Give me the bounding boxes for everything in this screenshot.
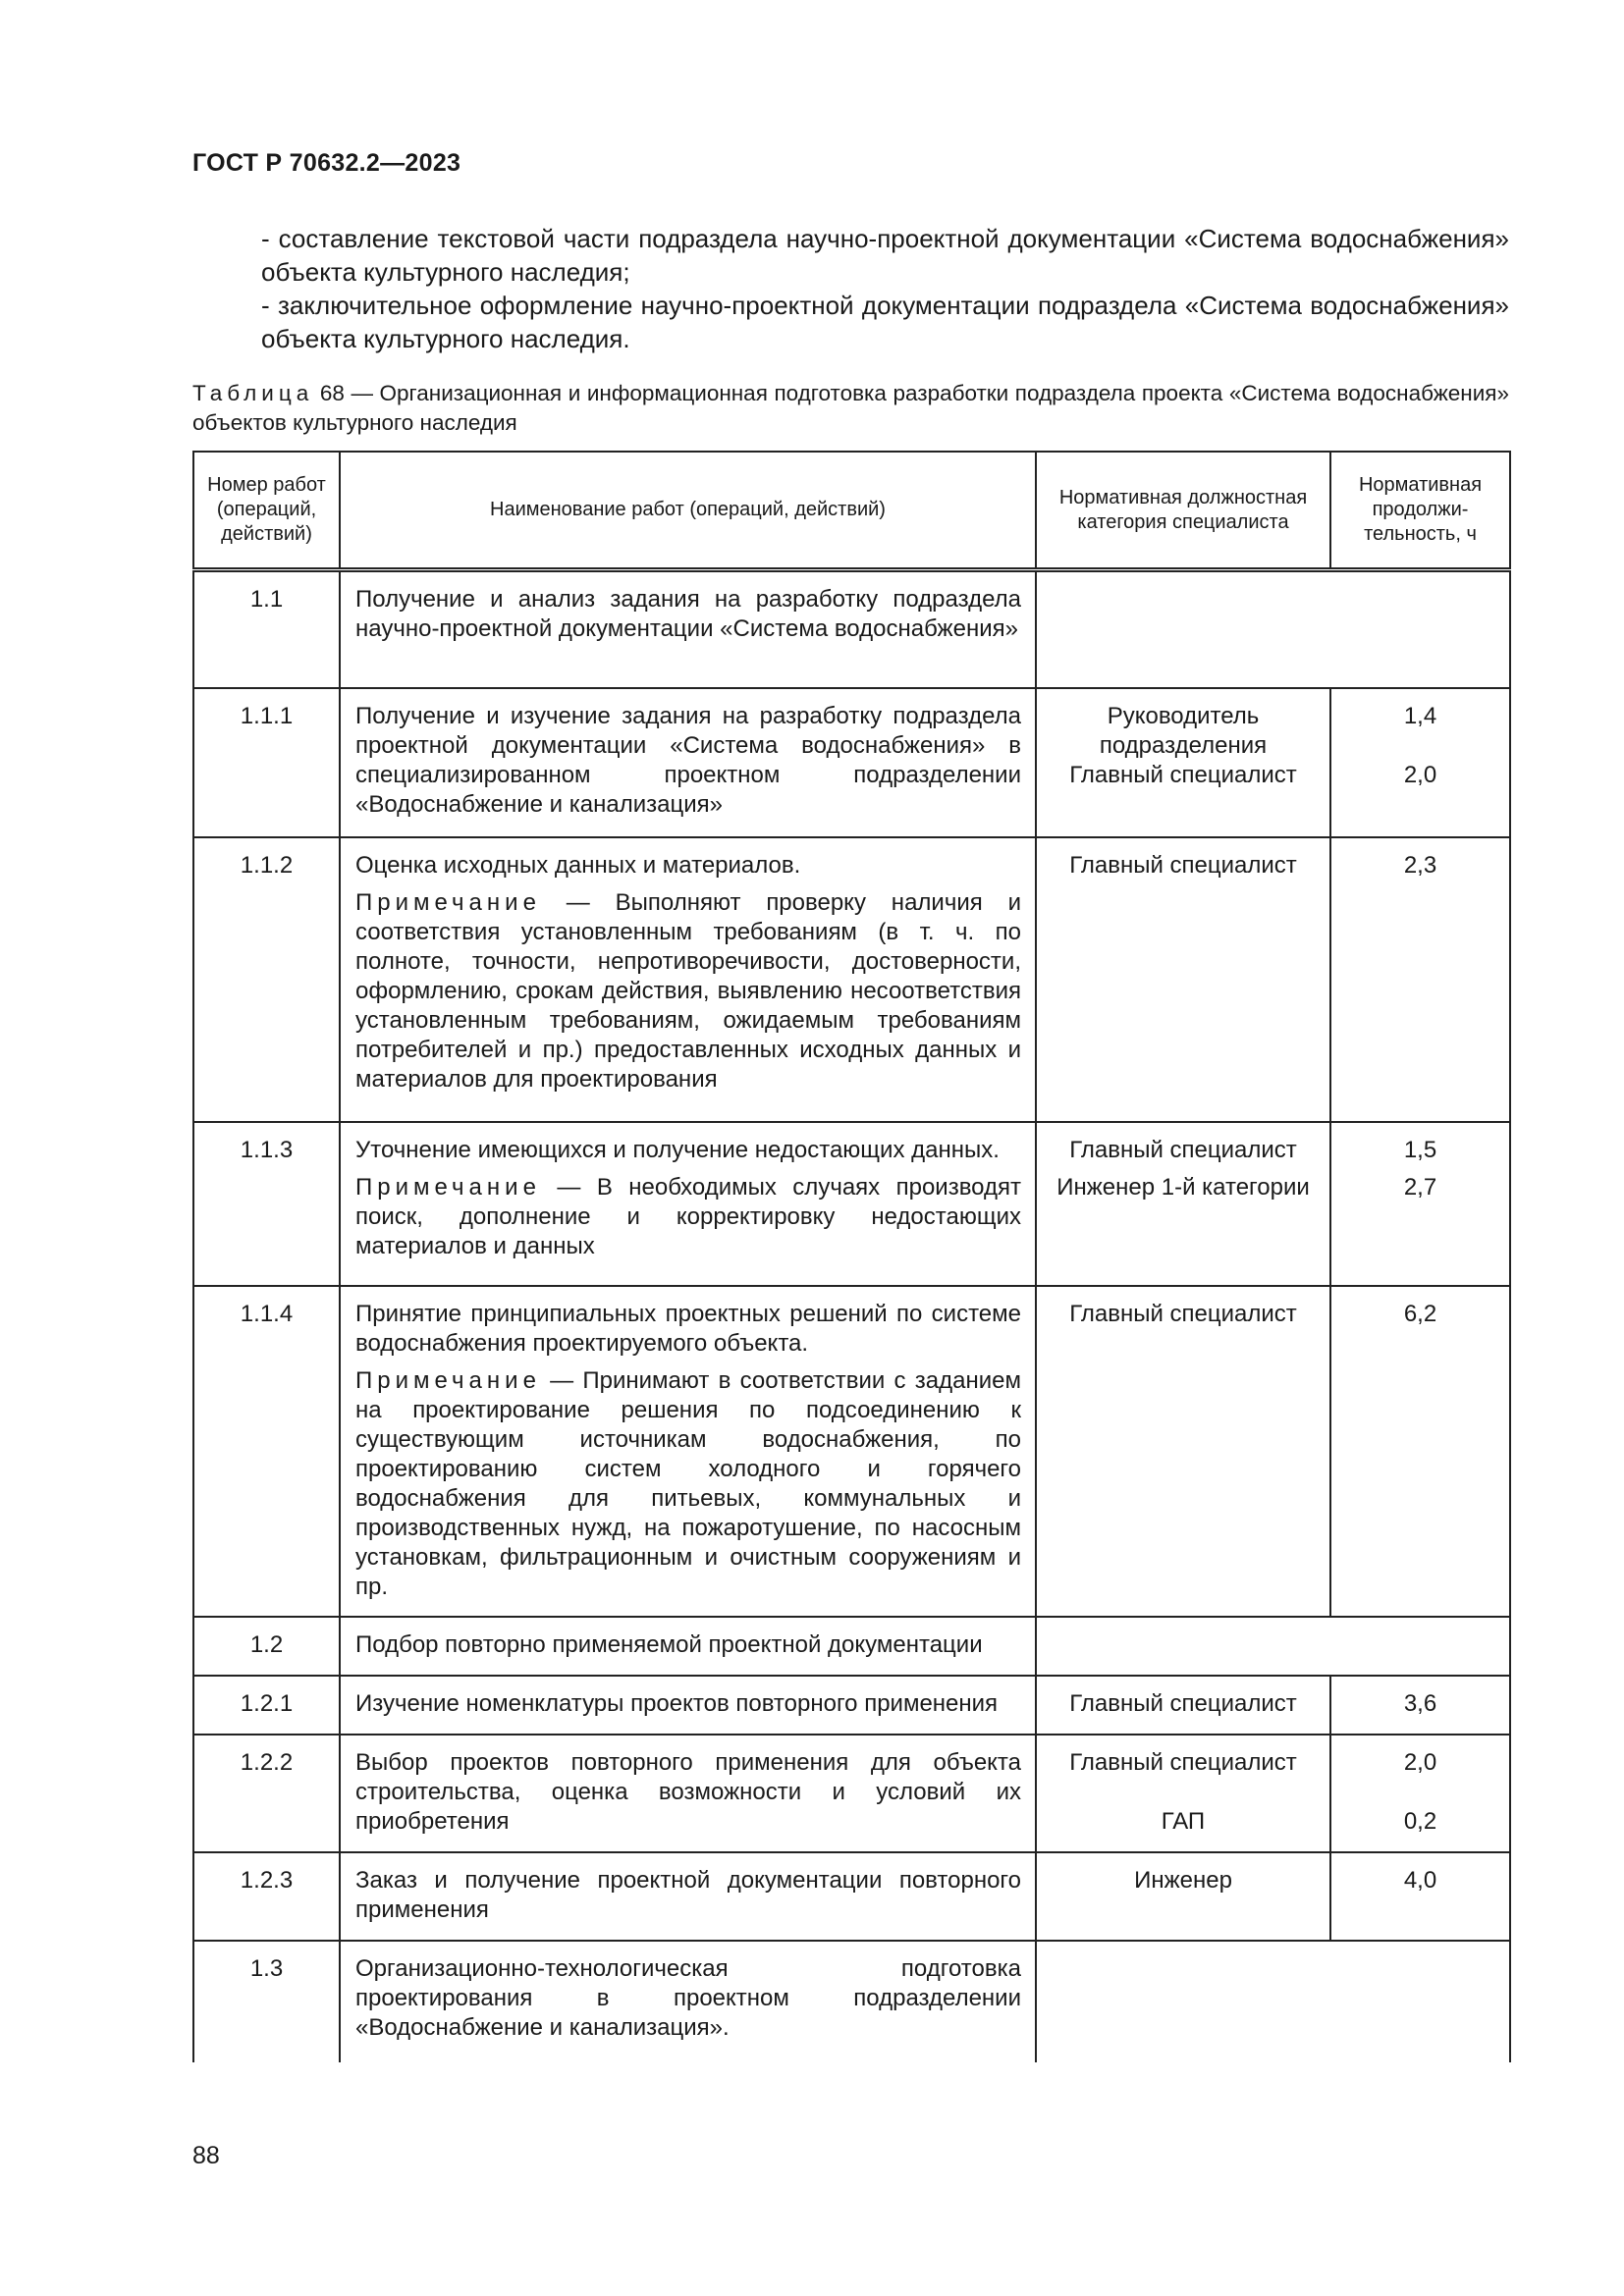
duration-value: 0,2 (1403, 1807, 1437, 1835)
header-role: Нормативная должностная категория специалиста (1036, 452, 1330, 570)
row-note (355, 1366, 1021, 1602)
row-duration (1330, 688, 1510, 837)
row-empty-cell (1036, 1941, 1510, 2062)
note-text: — Выполняют проверку наличия и соответствия установленным требованиям (в т. ч. по полноте, точности, непротиворечивости, достоверности, оформлению, срокам действия, выявлению несоответствия установленным требованиям, ожидаемым требованиям потребителей и пр.) предоставленных исходных данных и материалов для проектирования (355, 888, 1021, 1093)
row-note (355, 888, 1021, 1095)
row-duration (1330, 1735, 1510, 1852)
row-role (1036, 1122, 1330, 1286)
note-label: Примечание (355, 1173, 541, 1201)
row-role: Инженер (1036, 1852, 1330, 1941)
table-caption-text: 68 — Организационная и информационная подготовка разработки подраздела проекта «Система водоснабжения» объектов культурного наследия (192, 381, 1509, 435)
table-row (193, 570, 1510, 688)
role-line: Инженер 1-й категории (1056, 1173, 1310, 1201)
row-number: 1.1.3 (193, 1122, 340, 1286)
table-row (193, 1852, 1510, 1941)
row-role: Главный специалист (1036, 837, 1330, 1122)
intro-item: - заключительное оформление научно-проектной документации подраздела «Система водоснабжения» объекта культурного наследия. (261, 291, 1509, 353)
role-line: Руководитель подразделения (1099, 702, 1268, 759)
row-role: Главный специалист (1036, 1286, 1330, 1617)
row-duration: 3,6 (1330, 1676, 1510, 1735)
row-name: Получение и изучение задания на разработку подраздела проектной документации «Система водоснабжения» в специализированном проектном подразделении «Водоснабжение и канализация» (340, 688, 1036, 837)
duration-value: 1,4 (1403, 702, 1437, 729)
row-duration: 6,2 (1330, 1286, 1510, 1617)
duration-value: 2,0 (1403, 761, 1437, 788)
role-line: ГАП (1161, 1807, 1206, 1835)
row-name-text: Уточнение имеющихся и получение недостающих данных. (355, 1136, 1000, 1163)
row-number: 1.1 (193, 570, 340, 688)
table-row (193, 688, 1510, 837)
duration-value: 2,7 (1403, 1173, 1437, 1201)
table-header-row (193, 452, 1510, 570)
document-header: ГОСТ Р 70632.2—2023 (192, 149, 461, 177)
table-row (193, 1676, 1510, 1735)
row-name (340, 1122, 1036, 1286)
row-name: Организационно-технологическая подготовка проектирования в проектном подразделении «Водоснабжение и канализация». (340, 1941, 1036, 2062)
row-duration (1330, 1122, 1510, 1286)
note-label: Примечание (355, 1366, 541, 1394)
role-line: Главный специалист (1069, 761, 1297, 788)
row-role: Главный специалист (1036, 1676, 1330, 1735)
row-empty-cell (1036, 570, 1510, 688)
role-line: Главный специалист (1069, 1136, 1297, 1163)
row-empty-cell (1036, 1617, 1510, 1676)
table-row (193, 1286, 1510, 1617)
duration-value: 1,5 (1403, 1136, 1437, 1163)
table-row (193, 1617, 1510, 1676)
table-row (193, 1941, 1510, 2062)
intro-item: - составление текстовой части подраздела научно-проектной документации «Система водоснабжения» объекта культурного наследия; (261, 224, 1509, 287)
table-caption (192, 379, 1509, 438)
row-duration: 4,0 (1330, 1852, 1510, 1941)
page-number: 88 (192, 2142, 220, 2169)
row-number: 1.2.1 (193, 1676, 340, 1735)
row-name (340, 837, 1036, 1122)
table-row (193, 1122, 1510, 1286)
duration-value: 2,0 (1403, 1748, 1437, 1776)
row-number: 1.2 (193, 1617, 340, 1676)
row-role (1036, 1735, 1330, 1852)
row-number: 1.1.4 (193, 1286, 340, 1617)
row-duration: 2,3 (1330, 837, 1510, 1122)
header-number: Номер работ (операций, действий) (193, 452, 340, 570)
row-number: 1.1.1 (193, 688, 340, 837)
work-table (192, 451, 1511, 2062)
note-label: Примечание (355, 888, 541, 916)
row-number: 1.3 (193, 1941, 340, 2062)
row-name: Выбор проектов повторного применения для объекта строительства, оценка возможности и условий их приобретения (340, 1735, 1036, 1852)
intro-text (192, 222, 1509, 355)
header-name: Наименование работ (операций, действий) (340, 452, 1036, 570)
row-name: Получение и анализ задания на разработку подраздела научно-проектной документации «Система водоснабжения» (340, 570, 1036, 688)
row-number: 1.1.2 (193, 837, 340, 1122)
row-name-text: Принятие принципиальных проектных решений по системе водоснабжения проектируемого объекта. (355, 1300, 1021, 1357)
row-name-text: Оценка исходных данных и материалов. (355, 851, 801, 879)
table-row (193, 837, 1510, 1122)
row-number: 1.2.2 (193, 1735, 340, 1852)
row-name: Изучение номенклатуры проектов повторного применения (340, 1676, 1036, 1735)
row-role (1036, 688, 1330, 837)
table-row (193, 1735, 1510, 1852)
row-name: Подбор повторно применяемой проектной документации (340, 1617, 1036, 1676)
row-name (340, 1286, 1036, 1617)
header-duration: Нормативная продолжи-тельность, ч (1330, 452, 1510, 570)
table-caption-label: Таблица (192, 381, 314, 405)
row-note (355, 1173, 1021, 1261)
row-number: 1.2.3 (193, 1852, 340, 1941)
role-line: Главный специалист (1069, 1748, 1297, 1776)
note-text: — В необходимых случаях производят поиск, дополнение и корректировку недостающих материалов и данных (355, 1173, 1021, 1259)
row-name: Заказ и получение проектной документации повторного применения (340, 1852, 1036, 1941)
note-text: — Принимают в соответствии с заданием на проектирование решения по подсоединению к существующим источникам водоснабжения, по проектированию систем холодного и горячего водоснабжения для питьевых, коммунальных и производственных нужд, на пожаротушение, по насосным установкам, фильтрационным и очистным сооружениям и пр. (355, 1366, 1021, 1600)
